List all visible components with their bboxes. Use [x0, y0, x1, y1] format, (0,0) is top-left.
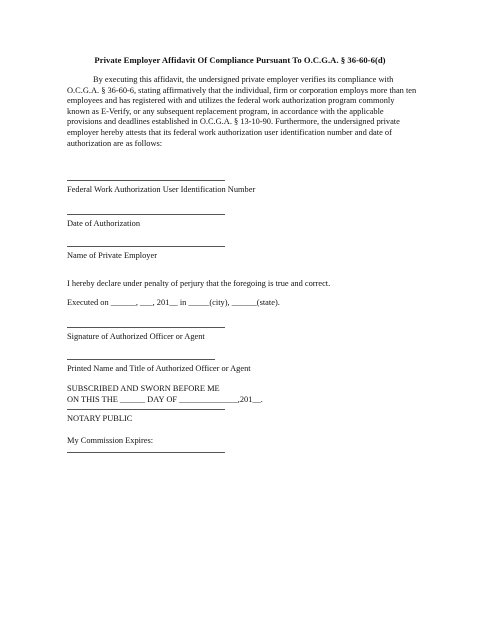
- sworn-line-1: SUBSCRIBED AND SWORN BEFORE ME: [67, 384, 220, 393]
- date-signature-line: [67, 214, 225, 215]
- commission-label: My Commission Expires:: [67, 436, 154, 445]
- notary-label: NOTARY PUBLIC: [67, 414, 133, 423]
- declaration-text: I hereby declare under penalty of perjury that the foregoing is true and correct.: [67, 279, 331, 288]
- sworn-line-2: ON THIS THE ______ DAY OF ______________,201__.: [67, 395, 263, 404]
- employer-signature-line: [67, 246, 225, 247]
- user-id-signature-line: [67, 180, 225, 181]
- notary-signature-line: [67, 409, 225, 410]
- intro-paragraph: By executing this affidavit, the undersigned private employer verifies its compliance with O.C.G.A. § 36-60-6, stating affirmatively that the individual, firm or corporation employs more than ten employees and has registered with and utilizes the federal work authorization program commonly known as E-Verify, or any subsequent replacement program, in accordance with the applicable provisions and deadlines established in O.C.G.A. § 13-10-90. Furthermore, the undersigned private employer hereby attests that its federal work authorization user identification number and date of authorization are as follows:: [67, 75, 417, 148]
- signature-line: [67, 327, 225, 328]
- printed-name-label: Printed Name and Title of Authorized Officer or Agent: [67, 364, 251, 373]
- document-title: Private Employer Affidavit Of Compliance Pursuant To O.C.G.A. § 36-60-6(d): [94, 55, 386, 65]
- date-label: Date of Authorization: [67, 219, 141, 228]
- commission-line: [67, 452, 225, 453]
- signature-label: Signature of Authorized Officer or Agent: [67, 332, 205, 341]
- user-id-label: Federal Work Authorization User Identification Number: [67, 185, 256, 194]
- employer-label: Name of Private Employer: [67, 251, 158, 260]
- printed-name-line: [67, 359, 215, 360]
- executed-text: Executed on ______, ___, 201__ in _____(city), ______(state).: [67, 298, 280, 307]
